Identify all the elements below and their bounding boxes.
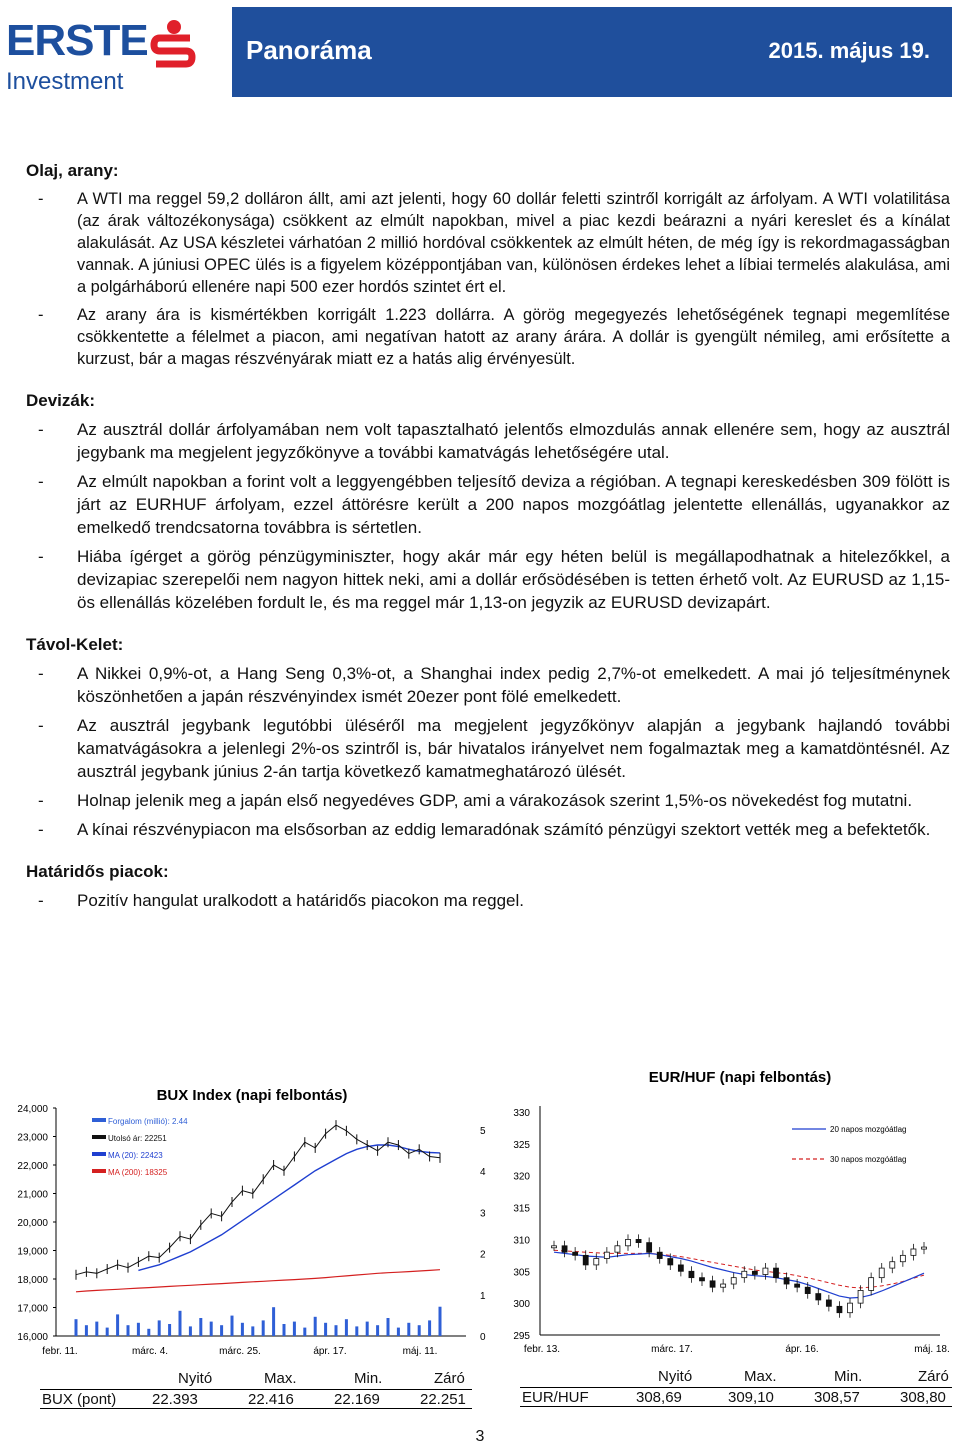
- erste-logo: [0, 10, 225, 95]
- y2-tick-label: 2: [480, 1249, 486, 1261]
- volume-bar: [303, 1328, 306, 1336]
- y2-tick-label: 4: [480, 1167, 486, 1179]
- volume-bar: [231, 1316, 234, 1336]
- table-header-cell: Záró: [918, 1368, 949, 1385]
- candle-body: [742, 1271, 747, 1277]
- candle-body: [784, 1278, 789, 1284]
- volume-bar: [314, 1317, 317, 1336]
- section-futures: [26, 861, 950, 912]
- table-cell: 309,10: [728, 1389, 774, 1406]
- volume-bar: [251, 1326, 254, 1336]
- volume-bar: [106, 1328, 109, 1336]
- candle-body: [774, 1268, 779, 1278]
- legend-swatch: [92, 1169, 106, 1173]
- candle-body: [731, 1278, 736, 1284]
- table-header-cell: Nyitó: [178, 1370, 213, 1387]
- candle-body: [721, 1284, 726, 1287]
- table-header-cell: Nyitó: [658, 1368, 693, 1385]
- volume-bar: [418, 1325, 421, 1336]
- legend-label: MA (20): 22423: [108, 1151, 163, 1160]
- table-header-cell: Min.: [354, 1370, 383, 1387]
- y-tick-label: 21,000: [17, 1189, 48, 1201]
- legend-label: 20 napos mozgóátlag: [830, 1125, 907, 1134]
- bux-summary-table: [40, 1370, 472, 1410]
- volume-bar: [179, 1311, 182, 1336]
- x-tick-label: márc. 25.: [219, 1346, 261, 1357]
- report-body: [26, 160, 950, 932]
- y-tick-label: 24,000: [17, 1104, 48, 1115]
- list-item: - Az elmúlt napokban a forint volt a leggyengébben teljesítő deviza a régióban. A tegnapi kereskedésben 309 fölött is járt az EURHUF árfolyam, ezzel áttörésre került a 200 napos mozgóátlag jelentette ellenállás, ugyanakkor az emelkedő trendcsatorna továbbra is sértetlen.: [38, 472, 950, 537]
- volume-bar: [324, 1323, 327, 1336]
- ma20-line: [554, 1252, 924, 1298]
- volume-bar: [210, 1322, 213, 1336]
- table-row-label: BUX (pont): [42, 1391, 117, 1408]
- legend-label: Utolsó ár: 22251: [108, 1134, 167, 1143]
- candle-body: [837, 1306, 842, 1312]
- section-heading: Távol-Kelet:: [26, 635, 124, 654]
- candle-body: [700, 1278, 705, 1281]
- candle-body: [668, 1259, 673, 1265]
- y-tick-label: 19,000: [17, 1246, 48, 1258]
- table-cell: 22.416: [248, 1391, 294, 1408]
- page-header: [0, 0, 960, 100]
- x-tick-label: ápr. 16.: [785, 1344, 819, 1355]
- bux-chart: [0, 1060, 490, 1360]
- legend-swatch: [92, 1152, 106, 1156]
- y-tick-label: 325: [513, 1139, 530, 1151]
- volume-bar: [220, 1325, 223, 1336]
- charts-area: [0, 1060, 960, 1390]
- chart-title: EUR/HUF (napi felbontás): [648, 1069, 832, 1086]
- volume-bar: [355, 1326, 358, 1336]
- legend-swatch: [92, 1135, 106, 1139]
- section-heading: Olaj, arany:: [26, 161, 119, 180]
- volume-bar: [241, 1323, 244, 1336]
- candle-body: [816, 1294, 821, 1300]
- volume-bar: [127, 1325, 130, 1336]
- volume-bar: [85, 1325, 88, 1336]
- eurhuf-chart: [500, 1060, 960, 1360]
- list-item: - Hiába ígérget a görög pénzügyminiszter, hogy akár már egy héten belül is megállapodhatnak a hitelezőkkel, a devizapiac szerepelői nem nagyon hittek neki, ami a dollár erősödésében is tetten érhető volt. Az EURUSD az 1,15-ös ellenállás közelében fordult le, és ma reggel már 1,13-on jegyzik az EURUSD devizapárt.: [38, 547, 950, 612]
- x-tick-label: máj. 11.: [402, 1346, 438, 1357]
- volume-bar: [428, 1320, 431, 1336]
- candle-body: [879, 1268, 884, 1278]
- volume-bar: [189, 1326, 192, 1336]
- erste-s-icon: [150, 18, 198, 70]
- y2-tick-label: 0: [480, 1332, 486, 1343]
- y-tick-label: 315: [513, 1203, 530, 1215]
- table-header-cell: Max.: [264, 1370, 297, 1387]
- candle-body: [763, 1268, 768, 1274]
- candle-body: [922, 1247, 927, 1249]
- volume-bar: [439, 1307, 442, 1336]
- candle-body: [710, 1281, 715, 1287]
- candle-body: [583, 1255, 588, 1265]
- x-tick-label: máj. 18.: [914, 1344, 950, 1355]
- table-header-cell: Max.: [744, 1368, 777, 1385]
- logo-brand-text: ERSTE: [6, 16, 148, 65]
- y2-tick-label: 5: [480, 1126, 486, 1137]
- list-item: - Holnap jelenik meg a japán első negyedéves GDP, ami a várakozások szerint 1,5%-os növekedést fog mutatni.: [38, 791, 913, 810]
- volume-bar: [293, 1322, 296, 1336]
- x-tick-label: febr. 13.: [523, 1344, 561, 1355]
- section-heading: Határidős piacok:: [26, 862, 169, 881]
- volume-bar: [335, 1325, 338, 1336]
- candle-body: [626, 1239, 631, 1245]
- y2-tick-label: 1: [480, 1290, 486, 1302]
- candle-body: [552, 1246, 557, 1248]
- y-tick-label: 320: [513, 1171, 530, 1183]
- candle-body: [647, 1243, 652, 1253]
- volume-bar: [147, 1329, 150, 1336]
- y2-tick-label: 3: [480, 1208, 486, 1220]
- logo-sub-text: Investment: [6, 68, 124, 95]
- legend-swatch: [92, 1118, 106, 1122]
- candle-body: [636, 1239, 641, 1242]
- candle-body: [826, 1300, 831, 1306]
- x-tick-label: ápr. 17.: [313, 1346, 347, 1357]
- list-item: - Pozitív hangulat uralkodott a határidős piacokon ma reggel.: [38, 891, 524, 910]
- volume-bar: [272, 1307, 275, 1336]
- list-item: - A Nikkei 0,9%-ot, a Hang Seng 0,3%-ot, a Shanghai index pedig 2,7%-ot emelkedett. A mai jó teljesítménynek köszönhetően a japán részvényindex ismét 20ezer pont fölé emelkedett.: [38, 664, 950, 706]
- volume-bar: [116, 1314, 119, 1336]
- table-header-cell: Min.: [834, 1368, 863, 1385]
- section-oil-gold: [26, 160, 950, 370]
- y-tick-label: 330: [513, 1108, 530, 1119]
- candle-body: [858, 1290, 863, 1303]
- volume-bar: [262, 1320, 265, 1336]
- volume-bar: [95, 1322, 98, 1336]
- page-number: 3: [475, 1428, 485, 1445]
- y-tick-label: 310: [513, 1235, 530, 1247]
- candle-body: [911, 1249, 916, 1255]
- legend-label: 30 napos mozgóátlag: [830, 1155, 907, 1164]
- y-tick-label: 18,000: [17, 1275, 48, 1286]
- y-tick-label: 23,000: [17, 1132, 48, 1144]
- y-tick-label: 20,000: [17, 1218, 48, 1229]
- legend-label: MA (200): 18325: [108, 1168, 168, 1177]
- table-cell: 22.251: [420, 1391, 466, 1408]
- eurhuf-summary-table: [520, 1368, 952, 1408]
- table-cell: 22.169: [334, 1391, 380, 1408]
- volume-bar: [283, 1324, 286, 1336]
- candle-body: [689, 1271, 694, 1277]
- ma200-line: [76, 1270, 440, 1292]
- list-item: - A kínai részvénypiacon ma elsősorban az eddig lemaradónak számító pénzügyi szektort vették meg a befektetők.: [38, 820, 931, 839]
- candle-body: [869, 1278, 874, 1291]
- volume-bar: [137, 1323, 140, 1336]
- volume-bar: [345, 1319, 348, 1336]
- candle-body: [562, 1246, 567, 1252]
- candle-body: [890, 1262, 895, 1268]
- table-cell: 22.393: [152, 1391, 198, 1408]
- volume-bar: [75, 1319, 78, 1336]
- publication-title: Panoráma: [246, 35, 372, 65]
- y-tick-label: 295: [513, 1331, 530, 1342]
- volume-bar: [407, 1323, 410, 1336]
- list-item: - Az ausztrál jegybank legutóbbi üléséről ma megjelent jegyzőkönyv alapján a jegybank hajlandó további kamatvágásokra a jelenlegi 2%-os szintről is, bár hivatalos irányelvet nem fogalmaztak meg a kamatdöntésnél. Az ausztrál jegybank június 2-án tartja következő kamatmeghatározó ülését.: [38, 716, 950, 781]
- table-header-cell: Záró: [434, 1370, 465, 1387]
- section-heading: Devizák:: [26, 391, 95, 410]
- candle-body: [573, 1252, 578, 1255]
- price-line: [76, 1125, 440, 1275]
- volume-bar: [397, 1328, 400, 1336]
- volume-bar: [366, 1322, 369, 1336]
- x-tick-label: márc. 4.: [131, 1346, 169, 1357]
- candle-body: [615, 1246, 620, 1252]
- candle-body: [752, 1271, 757, 1274]
- y-tick-label: 16,000: [17, 1332, 48, 1343]
- chart-title: BUX Index (napi felbontás): [156, 1087, 348, 1104]
- candle-body: [678, 1265, 683, 1271]
- list-item: - A WTI ma reggel 59,2 dolláron állt, ami azt jelenti, hogy 60 dollár feletti szintről korrigált az árfolyam. A WTI volatilitása (az árak változékonysága) csökkent az elmúlt napokban, mivel a piac kezdi beárazni a nyári kereslet és a kínálat alakulását. Az USA készletei várhatóan 2 millió hordóval csökkentek az elmúlt héten, de még így is rekordmagasságban vannak. A júniusi OPEC ülés is a figyelem középpontjában van, különösen érdekes lehet a líbiai termelés alakulása, ami a polgárháború ellenére napi 500 ezer hordós szintet ért el.: [38, 190, 950, 296]
- header-banner: [232, 7, 952, 97]
- candle-body: [848, 1303, 853, 1313]
- list-item: - Az arany ára is kismértékben korrigált 1.223 dollárra. A görög megegyezés lehetőségének tegnapi megemlítése csökkentette a félelmet a piacon, ami negatívan hatott az arany árára. A dollár is gyengült némileg, ami erősítette a kurzust, bár a magas részvényárak miatt ez a hatás alig érvényesült.: [38, 306, 950, 368]
- y-tick-label: 305: [513, 1267, 530, 1279]
- candle-body: [900, 1255, 905, 1261]
- y-tick-label: 17,000: [17, 1303, 48, 1315]
- candle-body: [604, 1252, 609, 1258]
- y-tick-label: 22,000: [17, 1161, 48, 1172]
- legend-label: Forgalom (millió): 2.44: [108, 1117, 188, 1126]
- table-row-label: EUR/HUF: [522, 1389, 589, 1406]
- volume-bar: [168, 1324, 171, 1336]
- table-cell: 308,80: [900, 1389, 946, 1406]
- x-tick-label: febr. 11.: [42, 1346, 78, 1357]
- y-tick-label: 300: [513, 1299, 530, 1311]
- table-cell: 308,57: [814, 1389, 860, 1406]
- x-tick-label: márc. 17.: [651, 1344, 693, 1355]
- candle-body: [795, 1284, 800, 1287]
- publication-date: 2015. május 19.: [768, 38, 930, 63]
- section-far-east: [26, 634, 950, 841]
- candle-body: [594, 1259, 599, 1265]
- volume-bar: [158, 1320, 161, 1336]
- table-cell: 308,69: [636, 1389, 682, 1406]
- list-item: - Az ausztrál dollár árfolyamában nem volt tapasztalható jelentős elmozdulás annak ellenére sem, hogy az ausztrál jegybank ma megjelent jegyzőkönyve a további kamatvágás lehetőségére utal.: [38, 420, 950, 462]
- volume-bar: [199, 1318, 202, 1336]
- candle-body: [805, 1287, 810, 1293]
- volume-bar: [376, 1325, 379, 1336]
- candle-body: [657, 1252, 662, 1258]
- section-fx: [26, 390, 950, 614]
- volume-bar: [387, 1318, 390, 1336]
